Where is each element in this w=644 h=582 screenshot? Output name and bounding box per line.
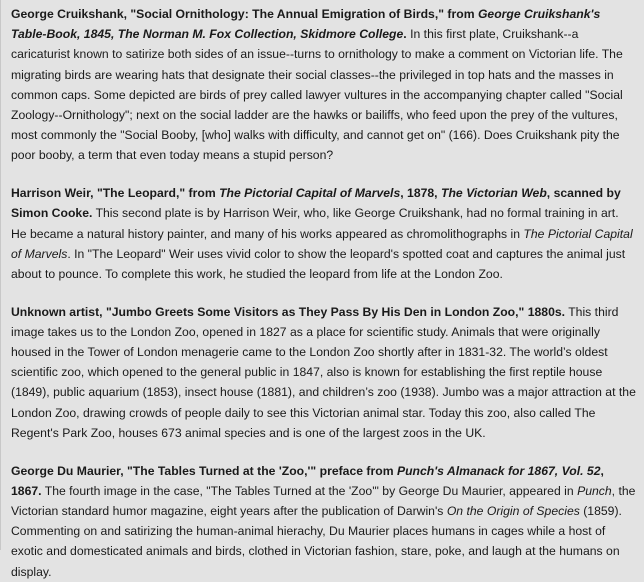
entry-heading: Harrison Weir, "The Leopard," from The Pictorial Capital of Marvels, 1878, The Victorian Web, scanned by Simon Cooke.: [11, 186, 621, 221]
entry-body: In this first plate, Cruikshank--a caricaturist known to satirize both sides of an issue--turns to ornithology to make a comment on Victorian life. The migrating birds are wearing hats that designate their social classes--the privileged in top hats and the masses in common caps. Some depicted are birds of prey called lawyer vultures in the accompanying chapter called "Social Zoology--Ornithology"; next on the social ladder are the hawks or bailiffs, who feed upon the prey of the vultures, most commonly the "Social Booby, [who] walks with difficulty, and cannot get on" (166). Does Cruikshank pity the poor booby, a term that even today means a stupid person?: [11, 27, 623, 163]
entry-body: The fourth image in the case, "The Tables Turned at the 'Zoo'" by George Du Maurier, appeared in: [41, 483, 578, 498]
entry-weir: Harrison Weir, "The Leopard," from The Pictorial Capital of Marvels, 1878, The Victorian Web, scanned by Simon Cooke. This second plate is by Harrison Weir, who, like George Cruikshank, had no formal training in art. He became a natural history painter, and many of his works appeared as chromolithographs in The Pictorial Capital of Marvels. In "The Leopard" Weir uses vivid color to show the leopard's spotted coat and captures the animal just about to pounce. To complete this work, he studied the leopard from life at the London Zoo.: [11, 186, 633, 281]
entry-cruikshank: [11, 4, 636, 166]
entry-body: This second plate is by Harrison Weir, who, like George Cruikshank, had no formal training in art. He became a natural history painter, and many of his works appeared as chromolithographs in: [11, 206, 619, 241]
entry-heading: George Du Maurier, "The Tables Turned at the 'Zoo,'" preface from Punch's Almanack for 1867, Vol. 52, 1867.: [11, 463, 604, 498]
entry-jumbo: [11, 302, 636, 443]
entry-du-maurier: George Du Maurier, "The Tables Turned at the 'Zoo,'" preface from Punch's Almanack for 1867, Vol. 52, 1867. The fourth image in the case, "The Tables Turned at the 'Zoo'" by George Du Maurier, appeared in Punch, the Victorian standard humor magazine, eight years after the publication of Darwin's On the Origin of Species (1859). Commenting on and satirizing the human-animal hierachy, Du Maurier places humans in cages while a host of exotic and domesticated animals and birds, clothed in Victorian fashion, stare, poke, and laugh at the humans on display.: [11, 463, 636, 579]
entry-heading: Unknown artist, "Jumbo Greets Some Visitors as They Pass By His Den in London Zoo," 1880s.: [11, 304, 566, 319]
entry-heading: George Cruikshank, "Social Ornithology: The Annual Emigration of Birds," from George Cruikshank's Table-Book, 1845, The Norman M. Fox Collection, Skidmore College.: [11, 7, 601, 42]
entry-body: This third image takes us to the London Zoo, opened in 1827 as a place for scientific study. Animals that were originally housed in the Tower of London menagerie came to the London Zoo shortly after in 1831-32. The world’s oldest scientific zoo, which opened to the general public in 1847, also is known for establishing the first reptile house (1849), public aquarium (1853), insect house (1881), and children’s zoo (1938). Jumbo was a major attraction at the London Zoo, drawing crowds of people daily to see this Victorian animal star. Today this zoo, also called The Regent's Park Zoo, houses 673 animal species and is one of the largest zoos in the UK.: [11, 304, 636, 440]
